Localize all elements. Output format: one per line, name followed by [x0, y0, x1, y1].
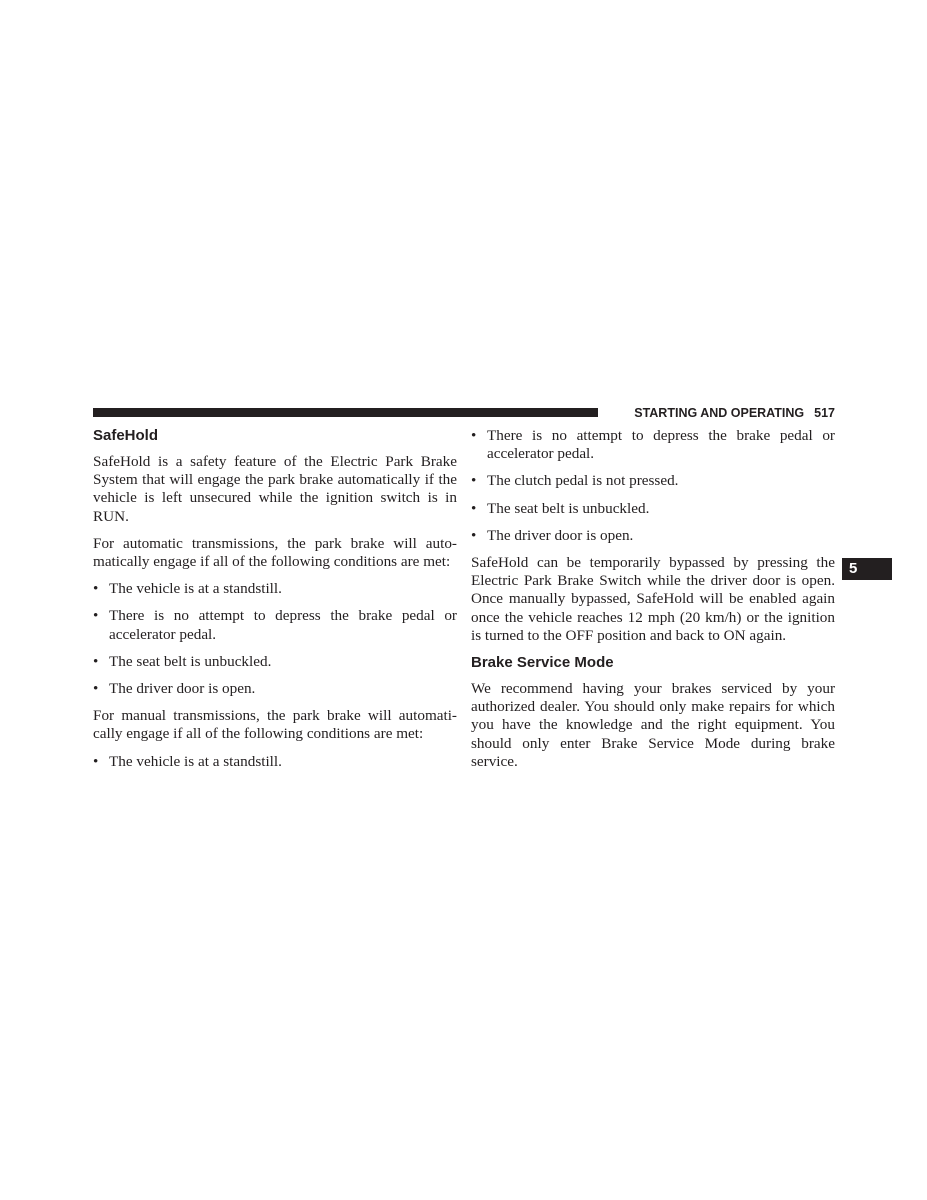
- left-column: [93, 427, 457, 780]
- list-item: • The driver door is open.: [471, 527, 835, 545]
- page-number: 517: [814, 406, 835, 420]
- running-header: [606, 405, 835, 421]
- list-item: • The vehicle is at a standstill.: [93, 753, 457, 771]
- automatic-conditions-list: [93, 580, 457, 698]
- manual-transmission-paragraph: For manual transmissions, the park brake will automati-cally engage if all of the following conditions are met:: [93, 707, 457, 743]
- list-item: • The seat belt is unbuckled.: [471, 500, 835, 518]
- section-heading-brake-service-mode: Brake Service Mode: [471, 654, 614, 672]
- list-item: • There is no attempt to depress the brake pedal or accelerator pedal.: [93, 607, 457, 643]
- safehold-intro-paragraph: SafeHold is a safety feature of the Electric Park Brake System that will engage the park brake automatically if the vehicle is left unsecured while the ignition switch is in RUN.: [93, 453, 457, 525]
- section-title: STARTING AND OPERATING: [634, 406, 805, 420]
- brake-service-paragraph: We recommend having your brakes serviced by your authorized dealer. You should only make repairs for which you have the knowledge and the right equipment. You should only enter Brake Service Mode during brake service.: [471, 680, 835, 770]
- list-item: • The clutch pedal is not pressed.: [471, 472, 835, 490]
- section-heading-safehold: SafeHold: [93, 427, 159, 444]
- automatic-transmission-paragraph: For automatic transmissions, the park brake will auto-matically engage if all of the following conditions are met:: [93, 534, 457, 571]
- manual-conditions-list: [93, 753, 457, 771]
- chapter-tab: 5: [842, 558, 892, 580]
- list-item: • The seat belt is unbuckled.: [93, 653, 457, 671]
- right-column: [471, 427, 835, 780]
- list-item: • The vehicle is at a standstill.: [93, 580, 457, 598]
- manual-conditions-list-continued: [471, 427, 835, 545]
- list-item: • The driver door is open.: [93, 680, 457, 698]
- header-rule: [93, 408, 598, 417]
- bypass-paragraph: SafeHold can be temporarily bypassed by pressing the Electric Park Brake Switch while the driver door is open. Once manually bypassed, SafeHold will be enabled again once the vehicle reaches 12 mph (20 km/h) or the ignition is turned to the OFF position and back to ON again.: [471, 554, 835, 644]
- list-item: • There is no attempt to depress the brake pedal or accelerator pedal.: [471, 427, 835, 463]
